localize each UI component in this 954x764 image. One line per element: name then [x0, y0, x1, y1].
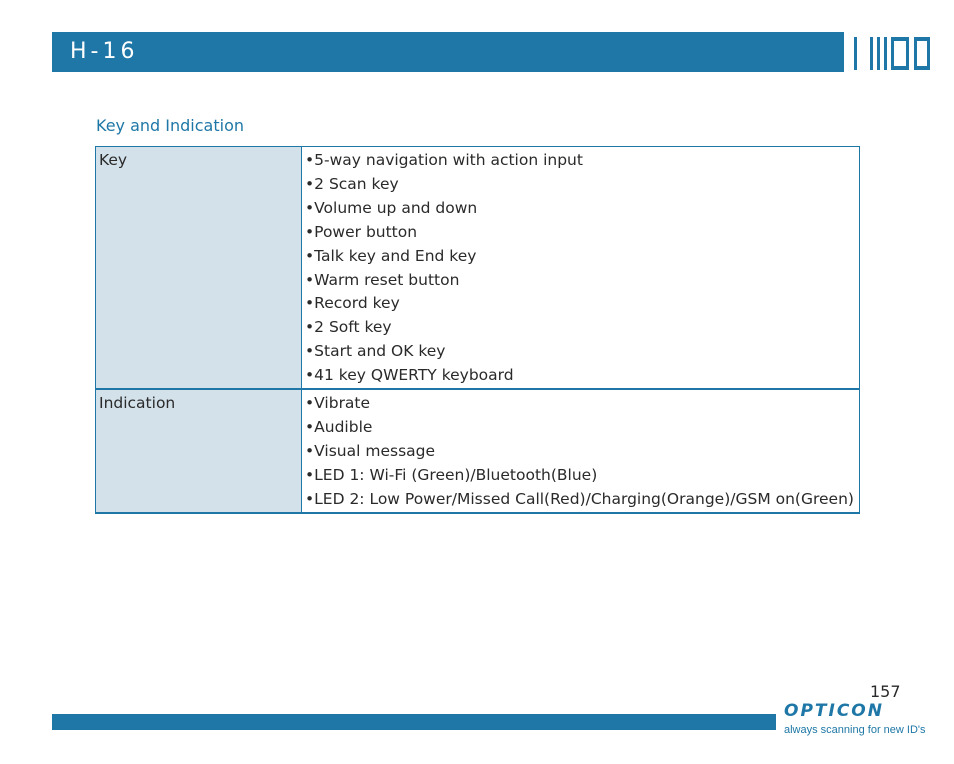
spec-table: [95, 146, 860, 514]
list-item: • 2 Soft key: [305, 316, 856, 340]
list-item: • Vibrate: [305, 392, 856, 416]
row-label: [96, 389, 302, 513]
row-label-text: Indication: [99, 394, 176, 413]
list-item: • 2 Scan key: [305, 173, 856, 197]
list-item: • LED 1: Wi-Fi (Green)/Bluetooth(Blue): [305, 464, 856, 488]
brand-logo: OPTICON: [784, 701, 884, 721]
brand-tagline: always scanning for new ID's: [784, 724, 926, 736]
list-item: • Visual message: [305, 440, 856, 464]
row-values: [302, 389, 860, 513]
footer-bar: [52, 714, 776, 730]
row-values: [302, 147, 860, 390]
row-label: [96, 147, 302, 390]
page-number: 157: [870, 682, 901, 701]
list-item: • Talk key and End key: [305, 245, 856, 269]
header-bar: [52, 32, 844, 72]
list-item: • Warm reset button: [305, 269, 856, 293]
list-item: • 41 key QWERTY keyboard: [305, 364, 856, 388]
model-title: H-16: [70, 39, 139, 64]
row-label-text: Key: [99, 151, 128, 169]
list-item: • 5-way navigation with action input: [305, 149, 856, 173]
table-row: [96, 389, 860, 513]
section-title: Key and Indication: [96, 116, 244, 135]
list-item: • Start and OK key: [305, 340, 856, 364]
table-row: [96, 147, 860, 390]
list-item: • Record key: [305, 292, 856, 316]
list-item: • Power button: [305, 221, 856, 245]
barcode-graphic-icon: [728, 34, 934, 70]
list-item: • LED 2: Low Power/Missed Call(Red)/Charging(Orange)/GSM on(Green): [305, 488, 856, 512]
list-item: • Volume up and down: [305, 197, 856, 221]
list-item: • Audible: [305, 416, 856, 440]
